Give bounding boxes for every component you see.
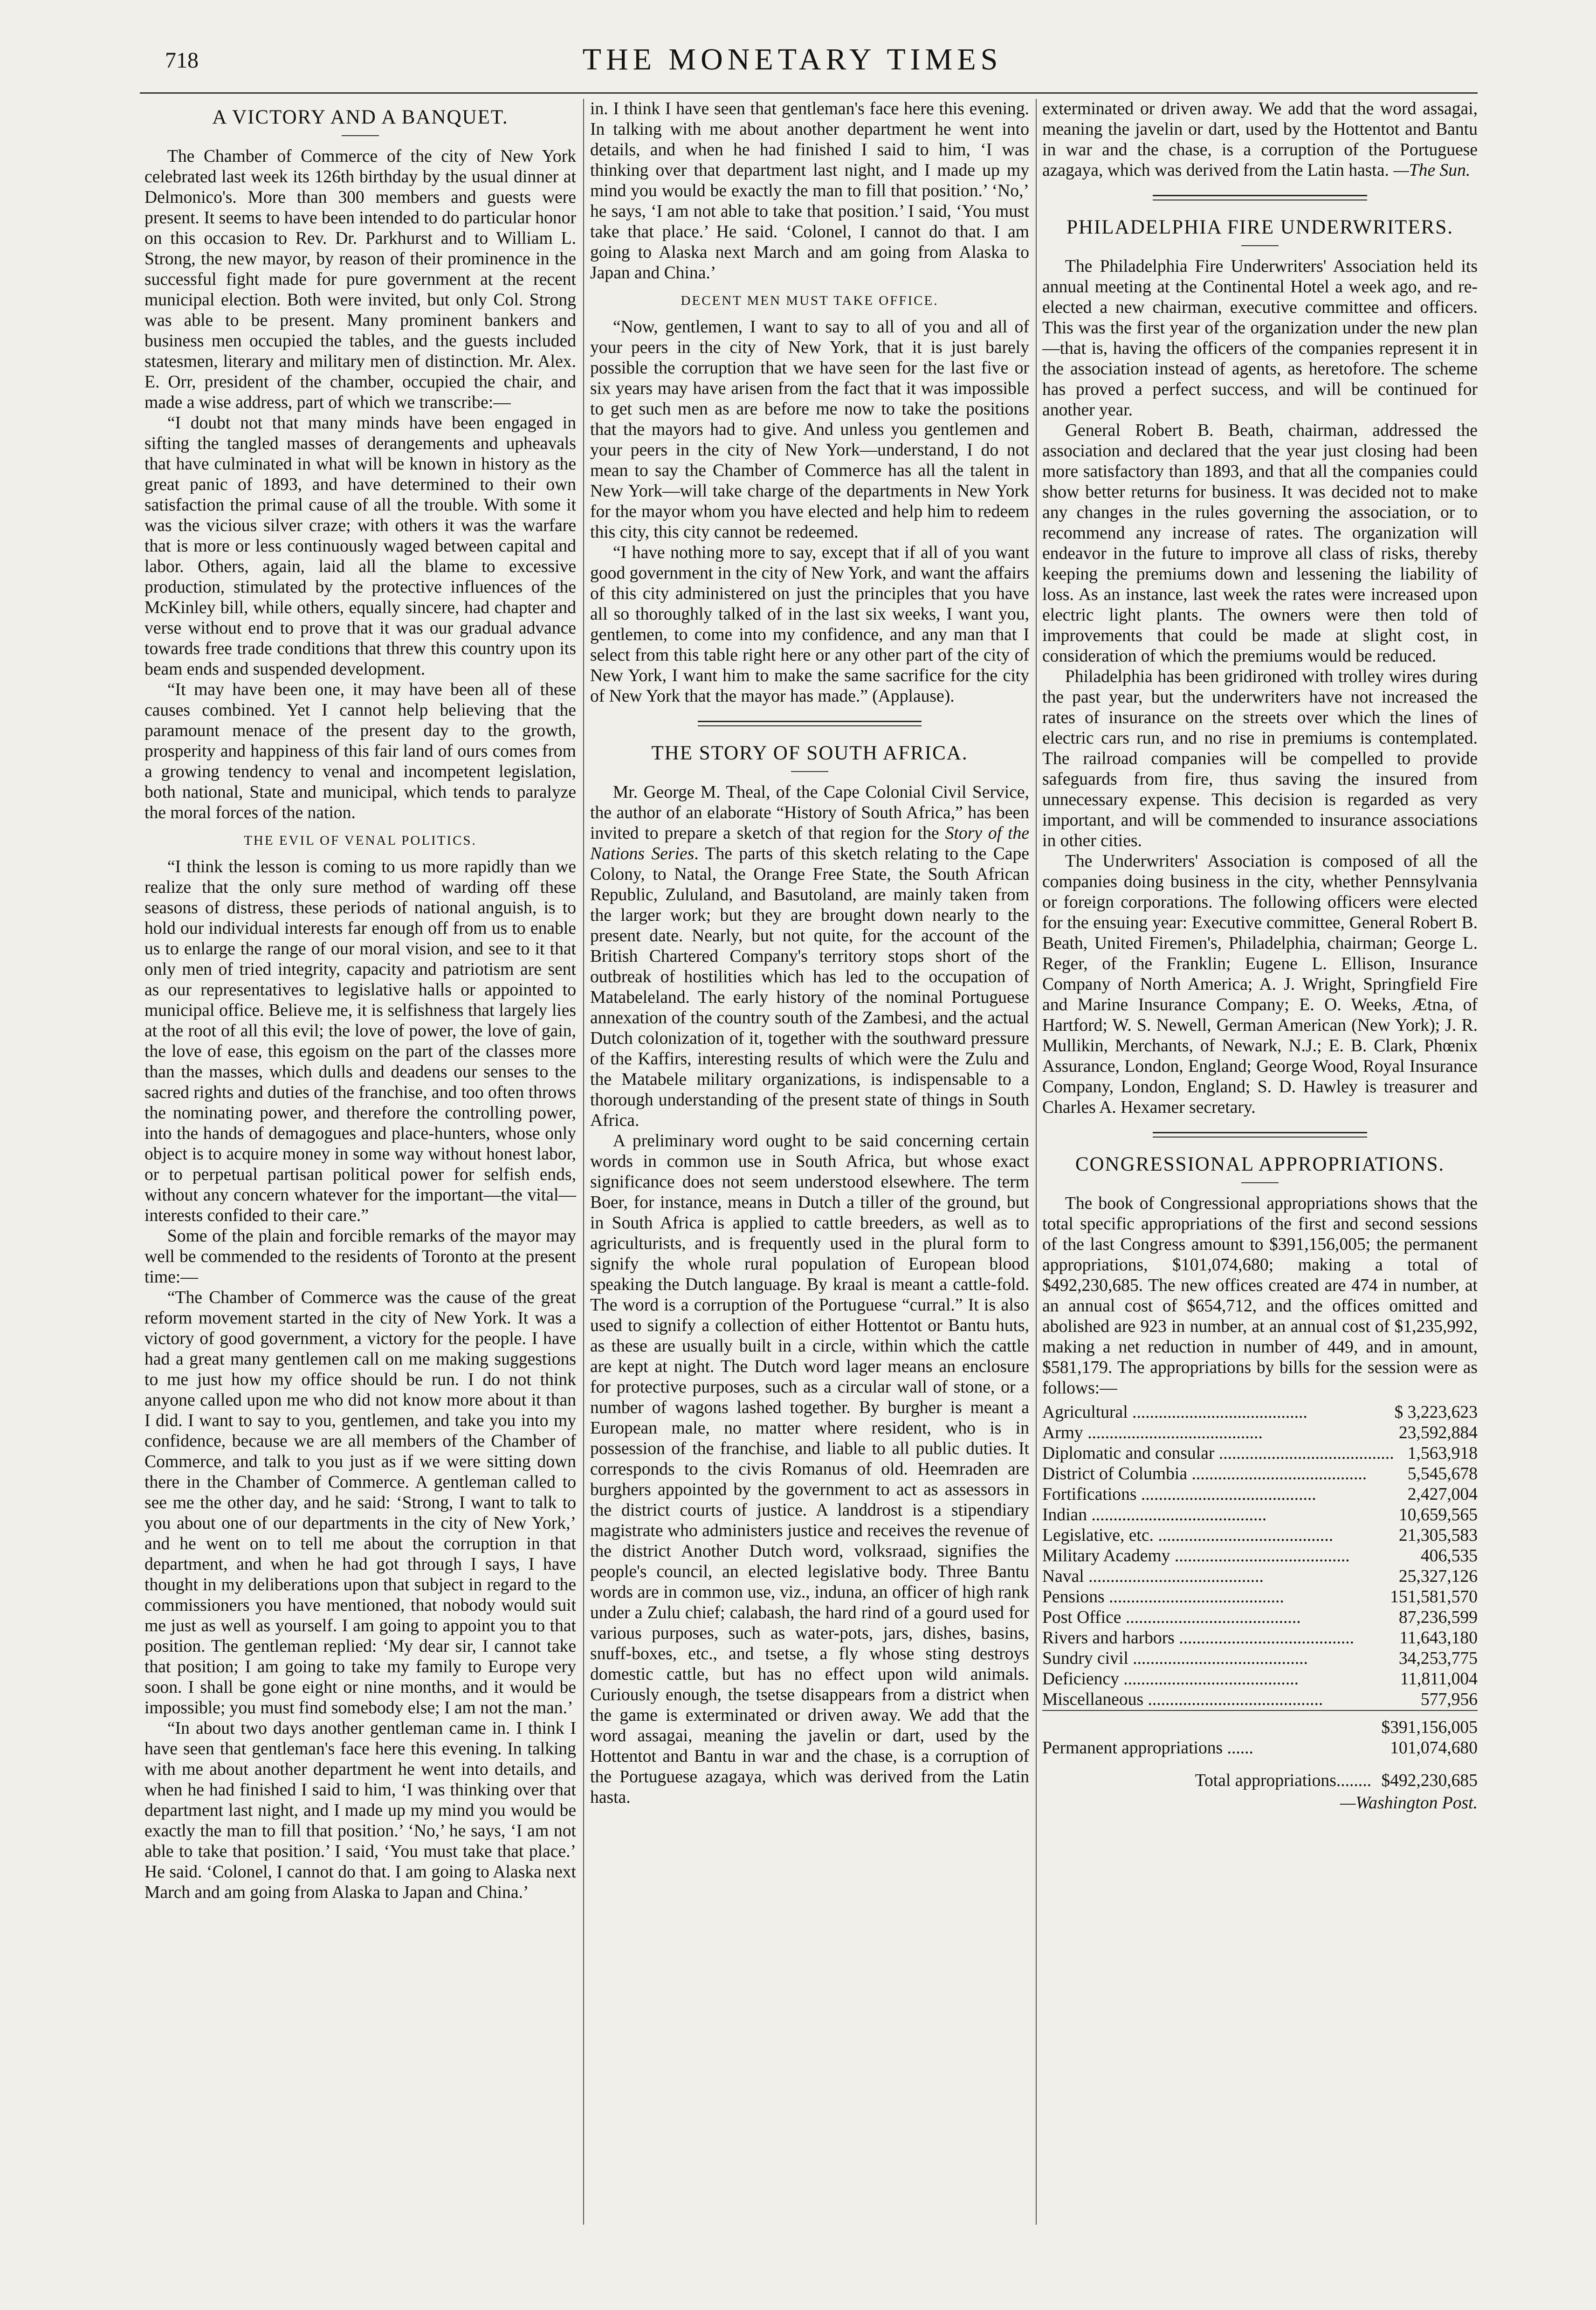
article-paragraph — [590, 782, 1029, 1131]
continued-text: in. I think I have seen that gentleman's face here this evening. In talking with me about another department he went into details, and when he had finished I said to him, ‘I was thinking over that department last night, and I made up my mind you would be exactly the man to fill that position.’ ‘No,’ he says, ‘I am not able to take that position.’ I said, ‘You must take that place.’ He said. ‘Colonel, I cannot do that. I am going to Alaska next March and am going from Alaska to Japan and China.’ — [590, 99, 1029, 283]
appropriation-amount: 406,535 — [1420, 1546, 1478, 1565]
subtotal-amount: $391,156,005 — [1371, 1710, 1478, 1738]
title-rule — [791, 771, 828, 772]
permanent-amount: 101,074,680 — [1390, 1738, 1478, 1758]
appropriation-row — [1042, 1464, 1478, 1484]
article-paragraph: Philadelphia has been gridironed with trolley wires during the past year, but the underwriters have not increased the rates of insurance on the streets over which the lines of electric cars run, and no rise in premiums is contemplated. The railroad companies will be compelled to provide safeguards from fire, thus saving the insured from unnecessary expense. This decision is regarded as very important, and will be commended to insurance associations in other cities. — [1042, 667, 1478, 850]
column-3 — [1042, 99, 1478, 1814]
article-title: PHILADELPHIA FIRE UNDERWRITERS. — [1066, 216, 1454, 238]
appropriation-amount: 21,305,583 — [1398, 1526, 1478, 1545]
appropriation-row — [1042, 1648, 1478, 1669]
appropriation-label: Post Office ........................................ — [1042, 1608, 1301, 1627]
appropriation-label: Rivers and harbors ........................................ — [1042, 1628, 1355, 1648]
appropriation-row — [1042, 1566, 1478, 1587]
article-title: CONGRESSIONAL APPROPRIATIONS. — [1075, 1153, 1445, 1175]
appropriation-amount: 87,236,599 — [1398, 1608, 1478, 1627]
appropriation-label: Legislative, etc. ........................................ — [1042, 1526, 1334, 1545]
appropriation-amount: 5,545,678 — [1407, 1464, 1478, 1483]
article-paragraph: The book of Congressional appropriations shows that the total specific appropriations of the first and second sessions of the last Congress amount to $391,156,005; the permanent appropriations, $101,074,680; making a total of $492,230,685. The new offices created are 474 in number, at an annual cost of $654,712, and the offices omitted and abolished are 923 in number, at an annual cost of $1,235,992, making a net reduction in number of 449, and in amount, $581,179. The appropriations by bills for the session were as follows:— — [1042, 1194, 1478, 1398]
appropriation-amount: 23,592,884 — [1398, 1423, 1478, 1442]
column-1 — [144, 99, 576, 1902]
section-separator — [698, 721, 922, 726]
source-credit: —Washington Post. — [1340, 1793, 1478, 1813]
article-paragraph — [590, 99, 1029, 283]
article-paragraph: The Chamber of Commerce of the city of New York celebrated last week its 126th birthday by the usual dinner at Delmonico's. More than 300 members and guests were present. It seems to have been intended to do particular honor on this occasion to Rev. Dr. Parkhurst and to William L. Strong, the new mayor, by reason of their prominence in the successful fight made for pure government at the recent municipal election. Both were invited, but only Col. Strong was able to be present. Many prominent bankers and business men occupied the tables, and the guests included statesmen, literary and military men of distinction. Mr. Alex. E. Orr, president of the chamber, occupied the chair, and made a wise address, part of which we transcribe:— — [144, 147, 576, 412]
appropriation-amount: 151,581,570 — [1390, 1587, 1478, 1607]
appropriation-row — [1042, 1546, 1478, 1566]
appropriation-amount: 34,253,775 — [1398, 1649, 1478, 1668]
total-amount: $492,230,685 — [1381, 1771, 1478, 1790]
article-paragraph: “The Chamber of Commerce was the cause of the great reform movement started in the city of New York. It was a victory of good government, a victory for the people. I have had a great many gentlemen call on me making suggestions to me just how my office should be run. I do not think anyone called upon me who did not know more about it than I did. I want to say to you, gentlemen, and take you into my confidence, because we are all members of the Chamber of Commerce, and talk to you just as if we were sitting down there in the Chamber of Commerce. A gentleman called to see me the other day, and he said: ‘Strong, I want to talk to you about one of our departments in the city of New York,’ and he went on to tell me about the corruption in that department, and when he had got through I says, I have thought in my deliberations upon that subject in regard to the commissioners you have mentioned, that nobody would suit me just as well as yourself. I am going to appoint you to that position. The gentleman replied: ‘My dear sir, I cannot take that position; I am going to take my family to Europe very soon. I shall be gone eight or nine months, and it would be impossible; you must find somebody else; I am not the man.’ — [144, 1288, 576, 1717]
appropriation-row — [1042, 1669, 1478, 1689]
section-separator — [1153, 195, 1367, 200]
appropriation-row — [1042, 1484, 1478, 1505]
column-divider — [1036, 99, 1037, 2225]
appropriation-label: Army ........................................ — [1042, 1423, 1263, 1442]
appropriation-row — [1042, 1505, 1478, 1525]
appropriation-label: Fortifications ........................................ — [1042, 1485, 1316, 1504]
title-rule — [1241, 1182, 1279, 1183]
appropriation-row — [1042, 1689, 1478, 1710]
appropriation-row — [1042, 1628, 1478, 1648]
appropriation-label: Naval ........................................ — [1042, 1567, 1264, 1586]
appropriation-label: Diplomatic and consular ........................................ — [1042, 1444, 1394, 1463]
article-paragraph: “I have nothing more to say, except that if all of you want good government in the city of New York, and want the affairs of this city administered on just the principles that you have all so thoroughly talked of in the last six weeks, I want you, gentlemen, to come into my confidence, and any man that I select from this table right here or any other part of the city of New York, I want him to make the same sacrifice for the city of New York that the mayor has made.” (Applause). — [590, 543, 1029, 706]
article-paragraph: exterminated or driven away. We add that the word assagai, meaning the javelin or dart, used by the Hottentot and Bantu in war and the chase, is a corruption of the Portuguese azagaya, which was derived from the Latin hasta. —The Sun. — [1042, 99, 1478, 180]
appropriation-amount: 1,563,918 — [1407, 1444, 1478, 1463]
article-paragraph: “In about two days another gentleman came in. I think I have seen that gentleman's face here this evening. In talking with me about another department he went into details, and when he had finished I said to him, ‘I was thinking over that department last night, and I made up my mind you would be exactly the man to fill that position.’ ‘No,’ he says, ‘I am not able to take that position.’ I said, ‘You must take that place.’ He said. ‘Colonel, I cannot do that. I am going to Alaska next March and am going from Alaska to Japan and China.’ — [144, 1719, 576, 1902]
appropriation-label: Pensions ........................................ — [1042, 1587, 1284, 1607]
permanent-label: Permanent appropriations ...... — [1042, 1738, 1253, 1758]
article-paragraph: The Philadelphia Fire Underwriters' Association held its annual meeting at the Continental Hotel a week ago, and re-elected a new chairman, executive committee and officers. This was the first year of the organization under the new plan—that is, having the officers of the companies represent it in the association instead of agents, as heretofore. The scheme has proved a perfect success, and will be continued for another year. — [1042, 257, 1478, 420]
appropriation-label: Miscellaneous ........................................ — [1042, 1690, 1323, 1709]
subheading: THE EVIL OF VENAL POLITICS. — [244, 833, 477, 848]
article-paragraph: “Now, gentlemen, I want to say to all of you and all of your peers in the city of New York, that it is just barely possible the corruption that we have seen for the last five or six years may have arisen from the fact that it was impossible to get such men as are before me now to take the positions that the mayors had to give. And unless you gentlemen and your peers in the city of New York—understand, I do not mean to say the Chamber of Commerce has all the talent in New York—will take charge of the departments in New York for the mayor whom you have elected and help him to redeem this city, this city cannot be redeemed. — [590, 317, 1029, 542]
series-title: Story of the Nations Series — [590, 824, 1030, 863]
appropriation-row — [1042, 1402, 1478, 1423]
appropriation-amount: 2,427,004 — [1407, 1485, 1478, 1504]
article-title: THE STORY OF SOUTH AFRICA. — [651, 742, 968, 764]
section-separator — [1153, 1132, 1367, 1138]
column-divider — [583, 99, 584, 2225]
subtotal-row — [1042, 1710, 1478, 1738]
article-title: A VICTORY AND A BANQUET. — [212, 106, 509, 128]
appropriation-amount: 25,327,126 — [1398, 1567, 1478, 1586]
subheading: DECENT MEN MUST TAKE OFFICE. — [681, 293, 939, 308]
text-run: Mr. George M. Theal, of the Cape Colonial Civil Service, the author of an elaborate “History of South Africa,” has been invited to prepare a sketch of that region for the — [590, 783, 1029, 843]
appropriation-row — [1042, 1607, 1478, 1628]
header-rule — [140, 92, 1478, 94]
appropriations-table — [1042, 1402, 1478, 1791]
appropriation-label: Indian ........................................ — [1042, 1505, 1267, 1524]
text-run: . The parts of this sketch relating to the Cape Colony, to Natal, the Orange Free State, the South African Republic, Zululand, and Basutoland, are mainly taken from the larger work; but they are brought down nearly to the present date. Nearly, but not quite, for the account of the British Chartered Company's territory stops short of the outbreak of hostilities which has led to the occupation of Matabeleland. The early history of the nominal Portuguese annexation of the country south of the Zambesi, and the actual Dutch colonization of it, together with the southward pressure of the Kaffirs, interesting results of which were the Zulu and the Matabele military organizations, is indispensable to a thorough understanding of the present state of things in South Africa. — [590, 844, 1030, 1130]
article-paragraph: “I doubt not that many minds have been engaged in sifting the tangled masses of derangements and upheavals that have culminated in what will be known in history as the great panic of 1893, and have determined to their own satisfaction the primal cause of all the trouble. With some it was the vicious silver craze; with others it was the warfare that is more or less continuously waged between capital and labor. Others, again, laid all the blame to excessive production, stimulated by the protective influences of the McKinley bill, while others, equally sincere, had chapter and verse without end to prove that it was our gradual advance towards free trade conditions that threw this country upon its beam ends and suspended development. — [144, 414, 576, 679]
appropriation-amount: 10,659,565 — [1398, 1505, 1478, 1524]
appropriation-label: Military Academy ........................................ — [1042, 1546, 1350, 1565]
appropriation-amount: 577,956 — [1420, 1690, 1478, 1709]
masthead: THE MONETARY TIMES — [582, 42, 1003, 76]
appropriation-row — [1042, 1443, 1478, 1464]
total-label: Total appropriations........ — [1195, 1771, 1371, 1790]
title-rule — [342, 135, 379, 136]
appropriation-row — [1042, 1587, 1478, 1607]
appropriation-amount: $ 3,223,623 — [1394, 1403, 1478, 1422]
appropriation-amount: 11,643,180 — [1399, 1628, 1478, 1648]
appropriation-row — [1042, 1423, 1478, 1443]
article-paragraph: General Robert B. Beath, chairman, addressed the association and declared that the year just closing had been more satisfactory than 1893, and that all the companies could show better returns for business. It was decided not to make any changes in the rules governing the association, or to recommend any increase of rates. The organization will endeavor in the future to improve all class of risks, thereby keeping the premiums down and lessening the liability of loss. As an instance, last week the rates were increased upon electric light plants. The owners were then told of improvements that could be made at slight cost, in consideration of which the premiums would be reduced. — [1042, 421, 1478, 666]
article-paragraph: A preliminary word ought to be said concerning certain words in common use in South Africa, but whose exact significance does not seem understood elsewhere. The term Boer, for instance, means in Dutch a tiller of the ground, but in South Africa is applied to cattle breeders, as well as to agriculturists, and is frequently used in the plural form to signify the whole rural population of European blood speaking the Dutch language. By kraal is meant a cattle-fold. The word is a corruption of the Portuguese “curral.” It is also used to signify a collection of either Hottentot or Bantu huts, as these are usually built in a circle, within which the cattle are kept at night. The Dutch word lager means an enclosure for protective purposes, such as a circular wall of stone, or a number of wagons lashed together. By burgher is meant a European male, no matter where resident, who is in possession of the franchise, and liable to all public duties. It corresponds to the civis Romanus of old. Heemraden are burghers appointed by the government to act as assessors in the district courts of justice. A landdrost is a stipendiary magistrate who administers justice and receives the revenue of the district Another Dutch word, volksraad, signifies the people's council, an elected legislative body. Three Bantu words are in common use, viz., induna, an officer of high rank under a Zulu chief; calabash, the hard rind of a gourd used for various purposes, such as water-pots, jars, dishes, basins, snuff-boxes, etc., and tsetse, a fly whose sting destroys domestic cattle, but has no effect upon wild animals. Curiously enough, the tsetse disappears from a district when the game is exterminated or driven away. We add that the word assagai, meaning the javelin or dart, used by the Hottentot and Bantu in war and the chase, is a corruption of the Portuguese azagaya, which was derived from the Latin hasta. — [590, 1131, 1029, 1807]
article-paragraph: “It may have been one, it may have been all of these causes combined. Yet I cannot help believing that the paramount menace of the present day to the growth, prosperity and happiness of this fair land of ours comes from a growing tendency to venal and incompetent legislation, both national, State and municipal, which tends to paralyze the moral forces of the nation. — [144, 680, 576, 822]
total-row — [1042, 1758, 1478, 1791]
title-rule — [1241, 245, 1279, 246]
article-paragraph: “I think the lesson is coming to us more rapidly than we realize that the only sure method of warding off these seasons of distress, these periods of national anguish, is to hold our individual interests far enough off from us to enable us to enlarge the range of our moral vision, and see to it that only men of tried integrity, capacity and patriotism are sent as our representatives to legislative halls or appointed to municipal office. Believe me, it is selfishness that largely lies at the root of all this evil; the love of power, the love of gain, the love of ease, this egoism on the part of the classes more than the masses, which dulls and deadens our senses to the sacred rights and duties of the franchise, and too often throws the nominating power, and therefore the controlling power, into the hands of demagogues and place-hunters, whose only object is to acquire money in some way without honest labor, or to perpetual partisan political power for selfish ends, without any concern whatever for the important—the vital—interests confided to their care.” — [144, 857, 576, 1225]
appropriations-rows — [1042, 1402, 1478, 1710]
article-paragraph: The Underwriters' Association is composed of all the companies doing business in the city, whether Pennsylvania or foreign corporations. The following officers were elected for the ensuing year: Executive committee, General Robert B. Beath, United Firemen's, Philadelphia, chairman; George L. Reger, of the Franklin; Eugene L. Ellison, Insurance Company of North America; A. J. Wright, Springfield Fire and Marine Insurance Company; E. O. Weeks, Ætna, of Hartford; W. S. Newell, German American (New York); J. R. Mullikin, Merchants, of Newark, N.J.; E. B. Clark, Phœnix Assurance, London, England; George Wood, Royal Insurance Company, London, England; S. D. Hawley is treasurer and Charles A. Hexamer secretary. — [1042, 852, 1478, 1117]
appropriation-label: Agricultural ........................................ — [1042, 1403, 1307, 1422]
permanent-row — [1042, 1738, 1478, 1758]
page-number: 718 — [165, 48, 199, 73]
appropriation-label: Deficiency ........................................ — [1042, 1669, 1299, 1689]
appropriation-label: District of Columbia ........................................ — [1042, 1464, 1367, 1483]
appropriation-amount: 11,811,004 — [1400, 1669, 1478, 1689]
subtotal-label-cell — [1042, 1710, 1371, 1738]
column-2 — [590, 99, 1029, 1828]
article-paragraph: Some of the plain and forcible remarks of the mayor may well be commended to the residents of Toronto at the present time:— — [144, 1227, 576, 1287]
appropriation-row — [1042, 1525, 1478, 1546]
source-credit: —The Sun. — [1393, 161, 1471, 180]
appropriation-label: Sundry civil ........................................ — [1042, 1649, 1308, 1668]
